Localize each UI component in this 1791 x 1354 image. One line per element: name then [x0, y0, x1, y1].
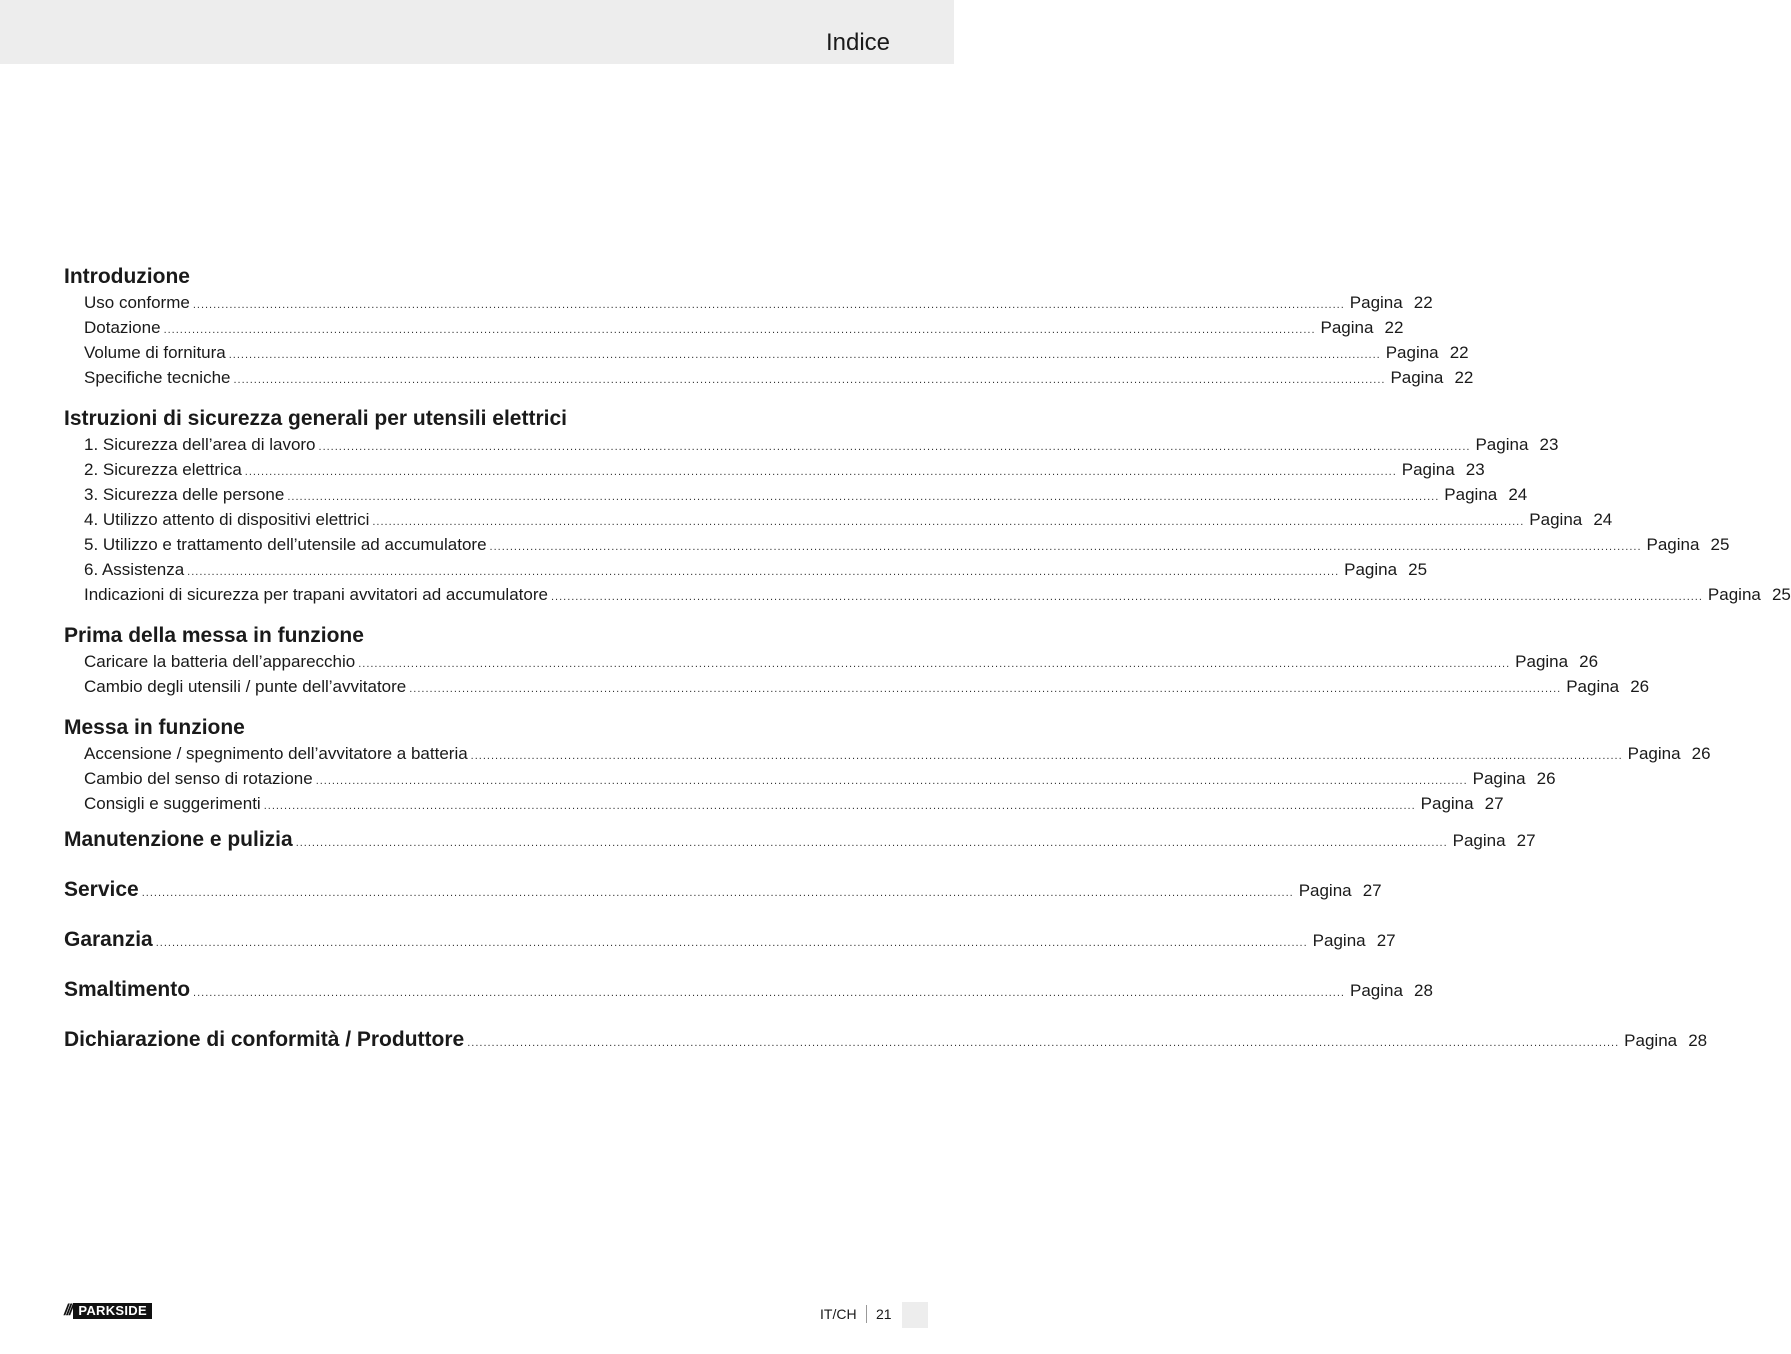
page-ref	[1624, 1031, 1707, 1051]
page-number: 25	[1408, 560, 1428, 579]
page-ref	[1386, 340, 1469, 365]
toc-entry[interactable]	[64, 791, 1504, 816]
page-word: Pagina	[1390, 368, 1444, 387]
page-number: 27	[1376, 931, 1396, 950]
entry-label: Service	[64, 878, 139, 901]
entry-label: 2. Sicurezza elettrica	[84, 460, 242, 479]
page-ref	[1402, 457, 1485, 482]
dot-leader: ............................................................................................................................................................................................................................................................................................	[550, 591, 1703, 603]
toc-entry[interactable]	[64, 507, 1613, 532]
entry-label: Consigli e suggerimenti	[84, 794, 261, 813]
dot-leader: ............................................................................................................................................................................................................................................................................................	[141, 887, 1294, 899]
toc-entry-service[interactable]	[64, 878, 1382, 928]
page-number: 26	[1579, 652, 1599, 671]
dot-leader: ............................................................................................................................................................................................................................................................................................	[489, 541, 1642, 553]
dot-leader: ............................................................................................................................................................................................................................................................................................	[233, 374, 1386, 386]
toc-entry[interactable]	[64, 766, 1556, 791]
dot-leader: ............................................................................................................................................................................................................................................................................................	[318, 441, 1471, 453]
page-word: Pagina	[1452, 831, 1506, 850]
page-ref	[1566, 674, 1649, 699]
page-number: 27	[1484, 794, 1504, 813]
dot-leader: ............................................................................................................................................................................................................................................................................................	[287, 491, 1440, 503]
dot-leader: ............................................................................................................................................................................................................................................................................................	[263, 800, 1416, 812]
page-number: 22	[1449, 343, 1469, 362]
dot-leader: ............................................................................................................................................................................................................................................................................................	[155, 937, 1308, 949]
page-word: Pagina	[1515, 652, 1569, 671]
page-ref	[1350, 290, 1433, 315]
toc-entry[interactable]	[64, 557, 1428, 582]
entry-label: 4. Utilizzo attento di dispositivi elettrici	[84, 510, 370, 529]
footer-tab	[902, 1302, 928, 1328]
page-ref	[1390, 365, 1473, 390]
page-word: Pagina	[1475, 435, 1529, 454]
page-number-footer: 21	[876, 1306, 892, 1322]
page-word: Pagina	[1624, 1031, 1678, 1050]
page-number: 24	[1593, 510, 1613, 529]
section-heading: Introduzione	[64, 265, 190, 288]
toc-entry[interactable]	[64, 290, 1433, 315]
page-word: Pagina	[1312, 931, 1366, 950]
page-ref	[1444, 482, 1527, 507]
page-number: 27	[1516, 831, 1536, 850]
dot-leader: ............................................................................................................................................................................................................................................................................................	[372, 516, 1525, 528]
page-ref	[1421, 791, 1504, 816]
toc-entry[interactable]	[64, 741, 1711, 766]
page-number: 27	[1362, 881, 1382, 900]
toc-entry[interactable]	[64, 432, 1559, 457]
entry-label: Cambio del senso di rotazione	[84, 769, 313, 788]
page-number: 28	[1414, 981, 1433, 1000]
page-number: 26	[1691, 744, 1711, 763]
entry-label: 6. Assistenza	[84, 560, 185, 579]
toc-entry-garanzia[interactable]	[64, 928, 1396, 978]
entry-label: 1. Sicurezza dell’area di lavoro	[84, 435, 316, 454]
logo-brand: PARKSIDE	[73, 1303, 152, 1319]
toc-section-messa	[64, 711, 1711, 816]
entry-label: Cambio degli utensili / punte dell’avvitatore	[84, 677, 407, 696]
page-word: Pagina	[1349, 293, 1403, 312]
toc-entry[interactable]	[64, 315, 1404, 340]
toc-main-entries	[64, 828, 1708, 1078]
dot-leader: ............................................................................................................................................................................................................................................................................................	[244, 466, 1397, 478]
dot-leader: ............................................................................................................................................................................................................................................................................................	[193, 987, 1345, 999]
toc-entry-manutenzione[interactable]	[64, 828, 1536, 878]
entry-label: Specifiche tecniche	[84, 368, 231, 387]
toc-entry[interactable]	[64, 457, 1485, 482]
dot-leader: ............................................................................................................................................................................................................................................................................................	[228, 349, 1381, 361]
page-word: Pagina	[1472, 769, 1526, 788]
entry-label: 3. Sicurezza delle persone	[84, 485, 285, 504]
entry-label: Volume di fornitura	[84, 343, 226, 362]
entry-label: Garanzia	[64, 928, 153, 951]
entry-label: Accensione / spegnimento dell’avvitatore a batteria	[84, 744, 468, 763]
entry-label: Dotazione	[84, 318, 161, 337]
toc-entry[interactable]	[64, 674, 1650, 699]
page-word: Pagina	[1627, 744, 1681, 763]
toc-entry-smaltimento[interactable]	[64, 978, 1433, 1028]
page-ref	[1628, 741, 1711, 766]
page-ref	[1475, 432, 1558, 457]
page-ref	[1350, 981, 1433, 1001]
page-word: Pagina	[1298, 881, 1352, 900]
language-code: IT/CH	[820, 1306, 857, 1322]
footer-divider	[866, 1305, 867, 1323]
entry-label: Manutenzione e pulizia	[64, 828, 293, 851]
page-ref	[1515, 649, 1598, 674]
page-ref	[1299, 881, 1382, 901]
toc-section-introduzione	[64, 260, 1474, 390]
dot-leader: ............................................................................................................................................................................................................................................................................................	[358, 658, 1511, 670]
entry-label: Indicazioni di sicurezza per trapani avvitatori ad accumulatore	[84, 585, 548, 604]
page-ref	[1473, 766, 1556, 791]
toc-section-prima	[64, 619, 1650, 699]
page-word: Pagina	[1349, 981, 1403, 1000]
toc-entry[interactable]	[64, 649, 1599, 674]
dot-leader: ............................................................................................................................................................................................................................................................................................	[295, 837, 1448, 849]
section-heading: Prima della messa in funzione	[64, 624, 364, 647]
page-number: 23	[1539, 435, 1559, 454]
page-word: Pagina	[1385, 343, 1439, 362]
page-ref	[1344, 557, 1427, 582]
page-number: 23	[1465, 460, 1485, 479]
dot-leader: ............................................................................................................................................................................................................................................................................................	[192, 299, 1345, 311]
dot-leader: ............................................................................................................................................................................................................................................................................................	[187, 566, 1340, 578]
page-word: Pagina	[1444, 485, 1498, 504]
entry-label: Caricare la batteria dell’apparecchio	[84, 652, 356, 671]
page-word: Pagina	[1707, 585, 1761, 604]
toc-entry[interactable]	[64, 582, 1791, 607]
page-word: Pagina	[1566, 677, 1620, 696]
page-word: Pagina	[1646, 535, 1700, 554]
page-word: Pagina	[1320, 318, 1374, 337]
toc-section-sicurezza	[64, 402, 1791, 607]
parkside-logo	[64, 1302, 152, 1320]
page-word: Pagina	[1529, 510, 1583, 529]
logo-slashes: ///	[64, 1302, 72, 1319]
page-ref	[1313, 931, 1396, 951]
entry-label: 5. Utilizzo e trattamento dell’utensile ad accumulatore	[84, 535, 487, 554]
header-band	[0, 0, 954, 64]
toc-entry[interactable]	[64, 365, 1474, 390]
page-number: 26	[1630, 677, 1650, 696]
dot-leader: ............................................................................................................................................................................................................................................................................................	[470, 750, 1623, 762]
page-number: 25	[1710, 535, 1730, 554]
page-ref	[1453, 831, 1536, 851]
toc-entry[interactable]	[64, 482, 1528, 507]
section-heading: Messa in funzione	[64, 716, 245, 739]
page-number: 28	[1688, 1031, 1708, 1050]
page-ref	[1529, 507, 1612, 532]
entry-label: Uso conforme	[84, 293, 190, 312]
dot-leader: ............................................................................................................................................................................................................................................................................................	[163, 324, 1316, 336]
toc-entry[interactable]	[64, 532, 1730, 557]
page-word: Pagina	[1344, 560, 1398, 579]
page-number: 22	[1384, 318, 1404, 337]
page-number: 22	[1454, 368, 1474, 387]
page-word: Pagina	[1420, 794, 1474, 813]
toc-entry[interactable]	[64, 340, 1469, 365]
entry-label: Smaltimento	[64, 978, 191, 1001]
page-number: 25	[1771, 585, 1791, 604]
section-heading: Istruzioni di sicurezza generali per utensili elettrici	[64, 407, 567, 430]
page-number: 26	[1536, 769, 1556, 788]
page-number: 24	[1508, 485, 1528, 504]
dot-leader: ............................................................................................................................................................................................................................................................................................	[315, 775, 1468, 787]
page-ref	[1321, 315, 1404, 340]
page-number: 22	[1413, 293, 1433, 312]
entry-label: Dichiarazione di conformità / Produttore	[64, 1028, 465, 1051]
page-word: Pagina	[1401, 460, 1455, 479]
table-of-contents	[64, 260, 1791, 1078]
page-ref	[1708, 582, 1791, 607]
page-ref	[1647, 532, 1730, 557]
page-title: Indice	[825, 29, 890, 56]
dot-leader: ............................................................................................................................................................................................................................................................................................	[467, 1037, 1620, 1049]
dot-leader: ............................................................................................................................................................................................................................................................................................	[409, 683, 1562, 695]
toc-entry-dichiarazione[interactable]	[64, 1028, 1708, 1078]
